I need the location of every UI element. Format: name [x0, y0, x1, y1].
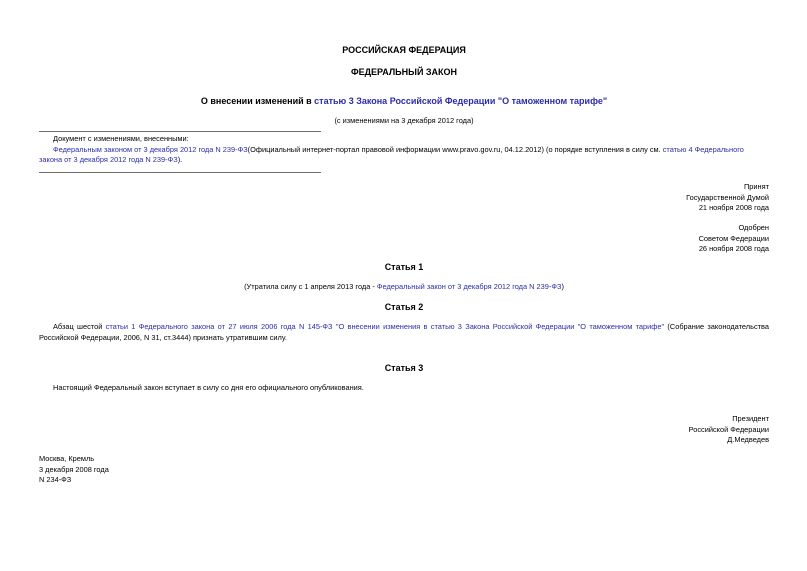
signature-org: Российской Федерации: [688, 424, 769, 434]
notice-top-rule: [39, 131, 321, 132]
article-1-note-prefix: (Утратила силу с 1 апреля 2013 года -: [244, 282, 377, 291]
law-number: N 234-ФЗ: [39, 475, 72, 484]
signing-date: 3 декабря 2008 года: [39, 464, 109, 474]
country-heading: РОССИЙСКАЯ ФЕДЕРАЦИЯ: [342, 45, 466, 55]
adopted-block: [686, 182, 769, 214]
approved-date: 26 ноября 2008 года: [698, 244, 769, 253]
law-type-heading: ФЕДЕРАЛЬНЫЙ ЗАКОН: [350, 67, 458, 77]
notice-bottom-rule: [39, 172, 321, 173]
edition-note: (с изменениями на 3 декабря 2012 года): [334, 116, 474, 125]
place-date-block: [39, 454, 109, 486]
article-2-text-prefix: Абзац шестой: [53, 322, 106, 331]
notice-body: [39, 145, 769, 166]
article-3-heading: Статья 3: [384, 363, 424, 373]
article-1-heading: Статья 1: [384, 262, 424, 272]
approved-block: [699, 223, 769, 255]
signature-block: [689, 414, 769, 446]
place-name: Москва, Кремль: [39, 454, 95, 463]
article-2-text: [39, 322, 769, 343]
notice-intro: Документ с изменениями, внесенными:: [53, 134, 189, 143]
amendment-end: ).: [177, 155, 183, 164]
amendment-source: (Официальный интернет-портал правовой информации www.pravo.gov.ru, 04.12.2012) (о порядке вступления в силу см.: [247, 144, 663, 154]
article-3-text: Настоящий Федеральный закон вступает в силу со дня его официального опубликования.: [53, 383, 364, 392]
title-law-link[interactable]: статью 3 Закона Российской Федерации "О таможенном тарифе": [314, 96, 608, 106]
document-title-prefix: О внесении изменений в: [200, 96, 315, 106]
amendment-law-link[interactable]: Федеральным законом от 3 декабря 2012 года N 239-ФЗ: [53, 144, 248, 154]
document-page: [39, 0, 769, 571]
adopted-body: Государственной Думой: [686, 192, 769, 202]
approved-label: Одобрен: [738, 223, 769, 232]
approved-body: Советом Федерации: [698, 233, 769, 243]
document-title: [39, 96, 769, 106]
article-1-law-link[interactable]: Федеральный закон от 3 декабря 2012 года N 239-ФЗ: [376, 282, 562, 291]
adopted-label: Принят: [743, 182, 769, 191]
adopted-date: 21 ноября 2008 года: [698, 203, 769, 212]
signature-title: Президент: [732, 414, 769, 423]
amendments-notice: [39, 134, 769, 166]
amendment-article-link[interactable]: статью 4 Федерального закона от 3 декабря 2012 года N 239-ФЗ: [39, 144, 744, 164]
article-2-law-link[interactable]: статьи 1 Федерального закона от 27 июля 2006 года N 145-ФЗ "О внесении изменения в статью 3 Закона Российской Федерации "О таможенном тарифе": [105, 322, 665, 331]
signature-name: Д.Медведев: [727, 435, 769, 444]
article-1-note-end: ): [561, 282, 564, 291]
article-2-heading: Статья 2: [384, 302, 424, 312]
article-1-note: [39, 282, 769, 291]
article-2-text-end: (Собрание законодательства Российской Федерации, 2006, N 31, ст.3444) признать утратившим силу.: [39, 322, 769, 342]
